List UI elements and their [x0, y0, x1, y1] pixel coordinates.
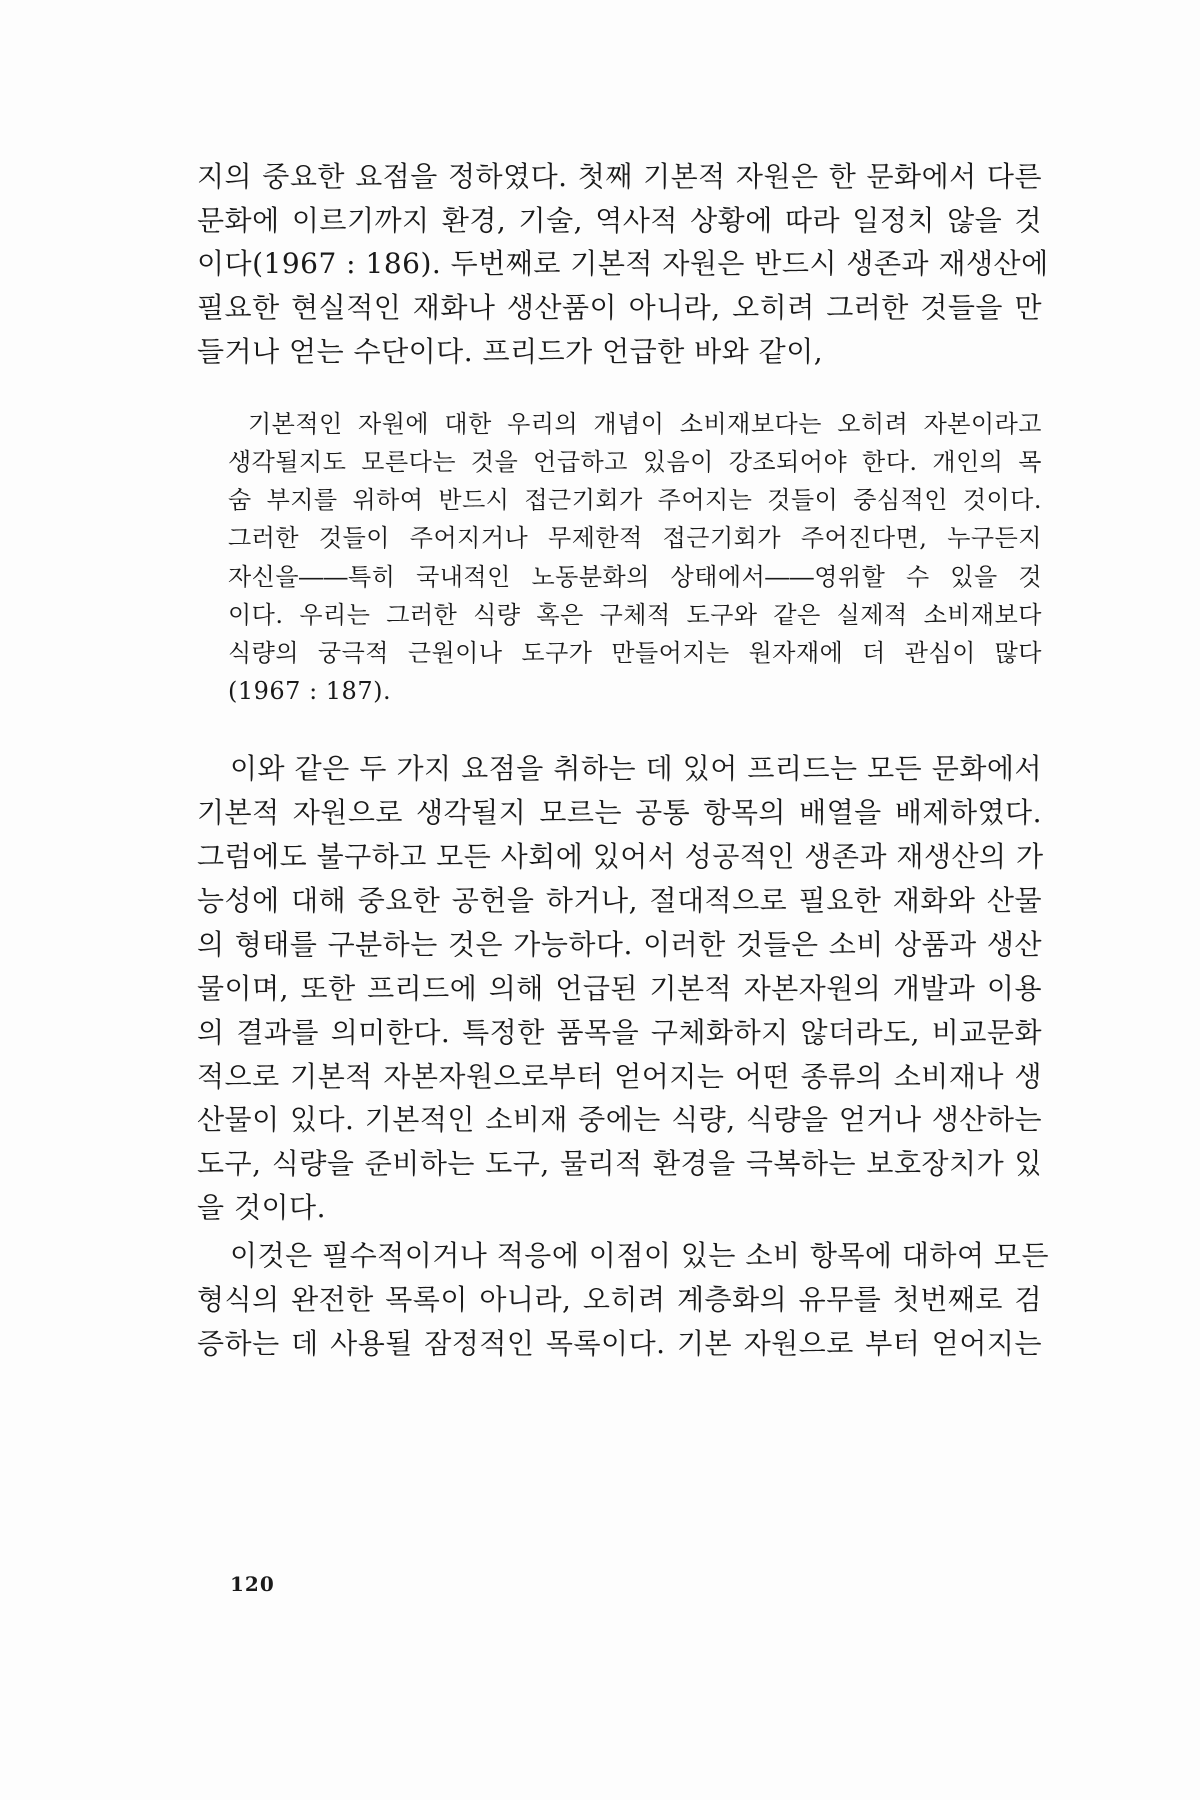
quote-line: 식량의 궁극적 근원이나 도구가 만들어지는 원자재에 더 관심이 많다: [228, 639, 1042, 667]
text-line: 적으로 기본적 자본자원으로부터 얻어지는 어떤 종류의 소비재나 생: [197, 1060, 1042, 1093]
text-line: 기본적 자원으로 생각될지 모르는 공통 항목의 배열을 배제하였다.: [197, 796, 1042, 829]
quote-line: 이다. 우리는 그러한 식량 혹은 구체적 도구와 같은 실제적 소비재보다: [228, 601, 1042, 629]
text-line: 도구, 식량을 준비하는 도구, 물리적 환경을 극복하는 보호장치가 있: [197, 1147, 1042, 1180]
text-line: 능성에 대해 중요한 공헌을 하거나, 절대적으로 필요한 재화와 산물: [197, 884, 1042, 917]
quote-line: 생각될지도 모른다는 것을 언급하고 있음이 강조되어야 한다. 개인의 목: [228, 448, 1042, 476]
quote-line: 그러한 것들이 주어지거나 무제한적 접근기회가 주어진다면, 누구든지: [228, 524, 1042, 552]
quote-line: (1967 : 187).: [228, 677, 392, 705]
text-line: 그럼에도 불구하고 모든 사회에 있어서 성공적인 생존과 재생산의 가: [197, 840, 1044, 873]
quote-line: 기본적인 자원에 대한 우리의 개념이 소비재보다는 오히려 자본이라고: [248, 410, 1042, 438]
text-line: 이와 같은 두 가지 요점을 취하는 데 있어 프리드는 모든 문화에서: [230, 752, 1042, 785]
text-line: 지의 중요한 요점을 정하였다. 첫째 기본적 자원은 한 문화에서 다른: [197, 160, 1042, 193]
text-line: 형식의 완전한 목록이 아니라, 오히려 계층화의 유무를 첫번째로 검: [197, 1283, 1042, 1316]
text-line: 이다(1967 : 186). 두번째로 기본적 자원은 반드시 생존과 재생산에: [197, 247, 1049, 280]
text-line: 의 형태를 구분하는 것은 가능하다. 이러한 것들은 소비 상품과 생산: [197, 928, 1042, 961]
text-line: 을 것이다.: [197, 1191, 326, 1224]
text-line: 들거나 얻는 수단이다. 프리드가 언급한 바와 같이,: [197, 335, 824, 368]
page-number: 120: [230, 1572, 275, 1596]
text-line: 문화에 이르기까지 환경, 기술, 역사적 상황에 따라 일정치 않을 것: [197, 204, 1042, 237]
quote-line: 숨 부지를 위하여 반드시 접근기회가 주어지는 것들이 중심적인 것이다.: [228, 486, 1042, 514]
text-line: 물이며, 또한 프리드에 의해 언급된 기본적 자본자원의 개발과 이용: [197, 972, 1042, 1005]
text-line: 의 결과를 의미한다. 특정한 품목을 구체화하지 않더라도, 비교문화: [197, 1016, 1042, 1049]
text-line: 필요한 현실적인 재화나 생산품이 아니라, 오히려 그러한 것들을 만: [197, 291, 1042, 324]
quote-line: 자신을――특히 국내적인 노동분화의 상태에서――영위할 수 있을 것: [228, 563, 1042, 591]
text-line: 증하는 데 사용될 잠정적인 목록이다. 기본 자원으로 부터 얻어지는: [197, 1327, 1042, 1360]
text-line: 산물이 있다. 기본적인 소비재 중에는 식량, 식량을 얻거나 생산하는: [197, 1103, 1042, 1136]
text-line: 이것은 필수적이거나 적응에 이점이 있는 소비 항목에 대하여 모든: [230, 1239, 1050, 1272]
